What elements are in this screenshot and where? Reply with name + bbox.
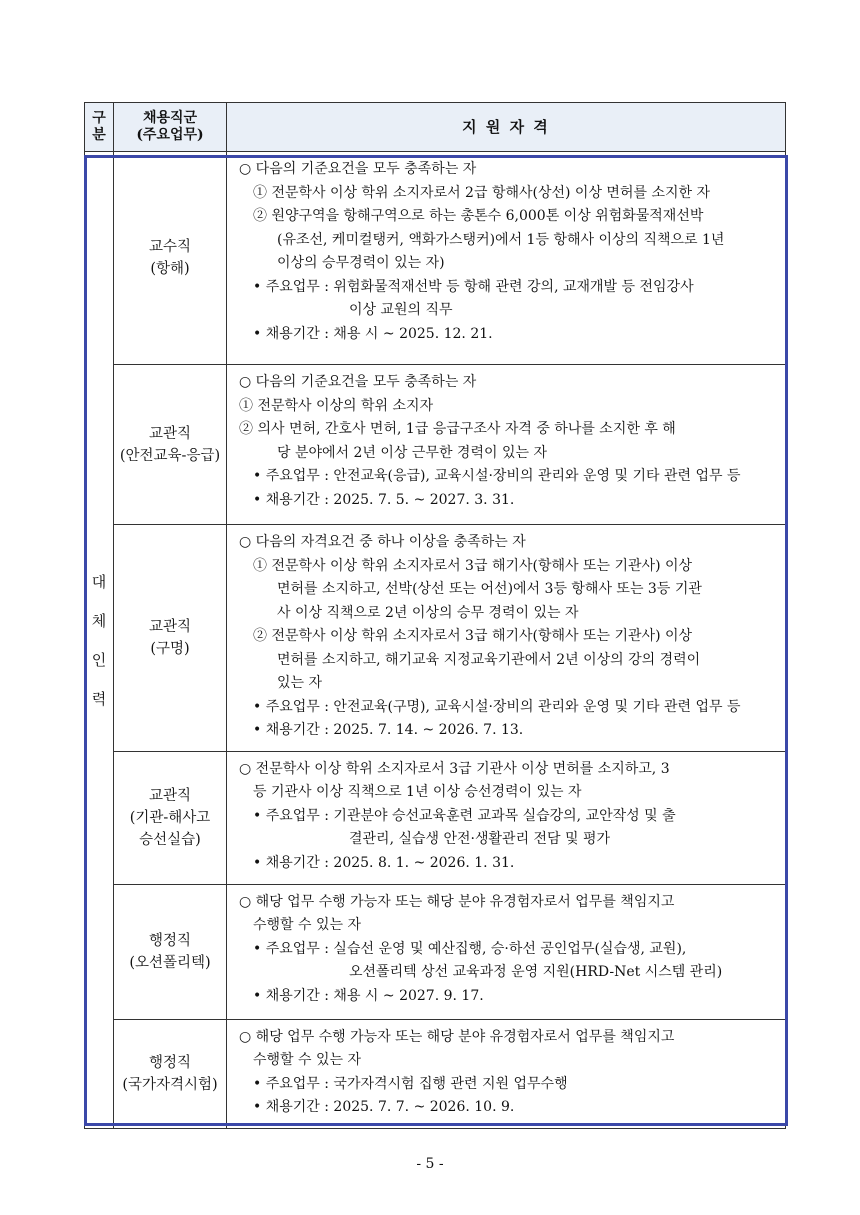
job-title-cell	[114, 525, 227, 752]
qualification-line: • 주요업무 : 안전교육(응급), 교육시설·장비의 관리와 운영 및 기타 관련 업무 등	[253, 468, 741, 484]
qualification-line: • 주요업무 : 실습선 운영 및 예산집행, 승·하선 공인업무(실습생, 교원),	[253, 940, 687, 957]
qualification-line: 면허를 소지하고, 선박(상선 또는 어선)에서 3등 항해사 또는 3등 기관	[277, 581, 702, 597]
job-title-line: 행정직	[148, 932, 192, 949]
qualification-line: 오션폴리텍 상선 교육과정 운영 지원(HRD-Net 시스템 관리)	[349, 964, 723, 980]
header-qualification: 지 원 자 격	[227, 103, 786, 152]
qualification-line: • 채용기간 : 채용 시 ~ 2025. 12. 21.	[253, 325, 493, 342]
job-title-cell	[114, 751, 227, 884]
job-title-line: 교관직	[148, 787, 192, 804]
job-title-cell	[114, 1019, 227, 1128]
job-title-line: 교관직	[148, 618, 192, 635]
job-title-line: 교관직	[148, 425, 192, 442]
header-job-group-line2: (주요업무)	[136, 127, 204, 143]
qualification-line: 결관리, 실습생 안전·생활관리 전담 및 평가	[349, 831, 611, 847]
header-gubun-char: 분	[92, 127, 106, 143]
qualification-line: 면허를 소지하고, 해기교육 지정교육기관에서 2년 이상의 강의 경력이	[277, 651, 701, 668]
qualification-line: ○ 해당 업무 수행 가능자 또는 해당 분야 유경험자로서 업무를 책임지고	[239, 893, 675, 910]
qualification-line: 이상의 승무경력이 있는 자)	[277, 255, 445, 271]
job-title-line: (오션폴리텍)	[129, 954, 211, 971]
qualification-line: 수행할 수 있는 자	[253, 1052, 362, 1068]
qualification-line: • 채용기간 : 2025. 8. 1. ~ 2026. 1. 31.	[253, 854, 515, 871]
group-label-char: 인	[91, 650, 107, 669]
job-title-line: 교수직	[148, 239, 192, 255]
job-title-line: (기관-해사고	[129, 809, 211, 826]
qualification-line: • 주요업무 : 위험화물적재선박 등 항해 관련 강의, 교재개발 등 전임강사	[253, 278, 694, 295]
page-number: - 5 -	[416, 1156, 444, 1172]
qualification-line: • 주요업무 : 국가자격시험 집행 관련 지원 업무수행	[253, 1075, 568, 1092]
header-gubun	[85, 103, 114, 152]
qualification-cell	[227, 884, 786, 1019]
table-header-row	[85, 103, 786, 152]
table-row	[85, 751, 786, 884]
group-label-char: 대	[91, 572, 107, 591]
qualification-line: ① 전문학사 이상 학위 소지자로서 3급 해기사(항해사 또는 기관사) 이상	[253, 557, 693, 574]
qualification-cell	[227, 1019, 786, 1128]
recruitment-table-container	[84, 102, 786, 1129]
job-title-cell	[114, 152, 227, 365]
qualification-line: ○ 다음의 기준요건을 모두 충족하는 자	[239, 161, 477, 177]
qualification-cell	[227, 525, 786, 752]
group-label-char: 체	[91, 611, 107, 630]
qualification-line: 등 기관사 이상 직책으로 1년 이상 승선경력이 있는 자	[253, 784, 582, 800]
qualification-line: ① 전문학사 이상 학위 소지자로서 2급 항해사(상선) 이상 면허를 소지한 자	[253, 184, 711, 201]
qualification-cell	[227, 365, 786, 525]
qualification-line: ② 의사 면허, 간호사 면허, 1급 응급구조사 자격 중 하나를 소지한 후 해	[239, 421, 676, 437]
job-title-cell	[114, 884, 227, 1019]
job-title-line: 승선실습)	[139, 831, 201, 848]
qualification-cell	[227, 152, 786, 365]
recruitment-table	[84, 102, 786, 1129]
qualification-cell	[227, 751, 786, 884]
qualification-line: (유조선, 케미컬탱커, 액화가스탱커)에서 1등 항해사 이상의 직책으로 1년	[277, 231, 725, 248]
table-body	[85, 152, 786, 1129]
qualification-line: • 채용기간 : 채용 시 ~ 2027. 9. 17.	[253, 987, 484, 1004]
job-title-line: (안전교육-응급)	[119, 447, 221, 464]
job-title-cell	[114, 365, 227, 525]
qualification-line: ○ 해당 업무 수행 가능자 또는 해당 분야 유경험자로서 업무를 책임지고	[239, 1028, 675, 1045]
header-gubun-char: 구	[92, 110, 106, 126]
qualification-line: ② 전문학사 이상 학위 소지자로서 3급 해기사(항해사 또는 기관사) 이상	[253, 628, 693, 644]
qualification-line: • 채용기간 : 2025. 7. 5. ~ 2027. 3. 31.	[253, 491, 515, 508]
qualification-line: ② 원양구역을 항해구역으로 하는 총톤수 6,000톤 이상 위험화물적재선박	[253, 208, 704, 224]
header-job-group	[114, 103, 227, 152]
job-title-line: 행정직	[148, 1054, 192, 1071]
qualification-line: ○ 전문학사 이상 학위 소지자로서 3급 기관사 이상 면허를 소지하고, 3	[239, 760, 670, 777]
qualification-line: 이상 교원의 직무	[349, 302, 453, 318]
qualification-line: • 주요업무 : 안전교육(구명), 교육시설·장비의 관리와 운영 및 기타 관련 업무 등	[253, 698, 741, 715]
table-row	[85, 152, 786, 365]
job-title-line: (구명)	[150, 640, 190, 657]
qualification-line: • 주요업무 : 기관분야 승선교육훈련 교과목 실습강의, 교안작성 및 출	[253, 807, 676, 824]
qualification-line: 사 이상 직책으로 2년 이상의 승무 경력이 있는 자	[277, 604, 579, 621]
table-row	[85, 525, 786, 752]
qualification-line: ○ 다음의 자격요건 중 하나 이상을 충족하는 자	[239, 534, 526, 550]
header-job-group-line1: 채용직군	[142, 110, 198, 126]
group-label-char: 력	[91, 689, 107, 708]
qualification-line: 수행할 수 있는 자	[253, 917, 362, 933]
job-title-line: (항해)	[150, 261, 190, 277]
qualification-line: 있는 자	[277, 675, 323, 691]
qualification-line: • 채용기간 : 2025. 7. 7. ~ 2026. 10. 9.	[253, 1099, 515, 1115]
table-row	[85, 365, 786, 525]
group-label	[85, 571, 113, 709]
table-row	[85, 884, 786, 1019]
qualification-line: ○ 다음의 기준요건을 모두 충족하는 자	[239, 374, 477, 390]
qualification-line: 당 분야에서 2년 이상 근무한 경력이 있는 자	[277, 444, 547, 461]
group-cell	[85, 152, 114, 1129]
job-title-line: (국가자격시험)	[122, 1076, 218, 1093]
table-row	[85, 1019, 786, 1128]
qualification-line: ① 전문학사 이상의 학위 소지자	[239, 397, 434, 414]
qualification-line: • 채용기간 : 2025. 7. 14. ~ 2026. 7. 13.	[253, 722, 524, 738]
